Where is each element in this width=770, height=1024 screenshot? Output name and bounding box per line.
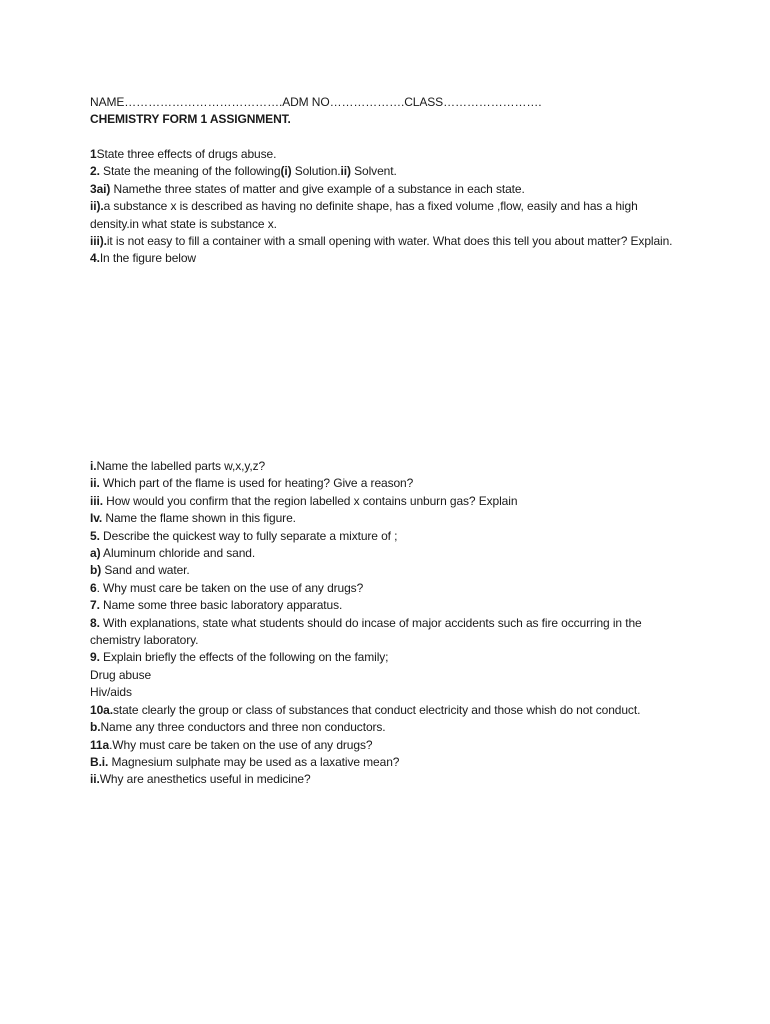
question-11bi	[90, 754, 680, 771]
question-1	[90, 146, 680, 163]
question-3b	[90, 198, 680, 233]
question-8	[90, 615, 680, 650]
question-4iv	[90, 510, 680, 527]
question-4i	[90, 458, 680, 475]
assignment-header	[90, 94, 680, 129]
question-text: Magnesium sulphate may be used as a laxative mean?	[108, 754, 400, 769]
question-number: 8.	[90, 615, 100, 630]
question-number: B.i.	[90, 754, 109, 769]
question-text: Namethe three states of matter and give example of a substance in each state.	[110, 181, 525, 196]
question-number: iii).	[90, 234, 107, 249]
question-6	[90, 580, 680, 597]
question-number: 6	[90, 580, 97, 595]
question-5b	[90, 562, 680, 579]
question-4ii	[90, 475, 680, 492]
question-5	[90, 528, 680, 545]
question-9-item-drug-abuse: Drug abuse	[90, 667, 152, 682]
question-text: Name the flame shown in this figure.	[102, 511, 296, 526]
question-number: iii.	[90, 493, 103, 508]
question-number: ii.	[90, 772, 100, 787]
question-number: Iv.	[90, 511, 103, 526]
question-4	[90, 250, 680, 267]
sub-number: ii)	[340, 164, 351, 179]
question-number: 10a.	[90, 702, 113, 717]
question-number: ii).	[90, 199, 104, 214]
question-9	[90, 649, 680, 666]
question-text: it is not easy to fill a container with a small opening with water. What does this tell you about matter? Explain.	[106, 234, 673, 249]
question-text: Name the labelled parts w,x,y,z?	[96, 459, 266, 473]
question-text: Name some three basic laboratory apparatus.	[99, 598, 343, 613]
question-text: Aluminum chloride and sand.	[100, 546, 256, 561]
question-number: 3ai)	[90, 181, 111, 196]
sub-number: (i)	[280, 164, 292, 179]
question-text: Explain briefly the effects of the following on the family;	[99, 650, 389, 665]
question-number: i.	[90, 459, 97, 473]
question-5a	[90, 545, 680, 562]
question-7	[90, 597, 680, 614]
question-number: 9.	[90, 650, 100, 665]
question-number: 5.	[90, 528, 100, 543]
sub-text: Solution.	[291, 164, 341, 179]
question-text: State the meaning of the following	[99, 164, 281, 179]
question-2	[90, 163, 680, 180]
question-text: State three effects of drugs abuse.	[96, 147, 277, 161]
question-text: state clearly the group or class of substances that conduct electricity and those whish do not conduct.	[112, 702, 641, 717]
question-text: Describe the quickest way to fully separate a mixture of ;	[99, 528, 398, 543]
question-number: 11a	[90, 737, 110, 752]
question-text: .Why must care be taken on the use of any drugs?	[109, 737, 373, 752]
question-4iii	[90, 493, 680, 510]
question-10b	[90, 719, 680, 736]
question-number: b)	[90, 563, 102, 578]
question-text: In the figure below	[99, 251, 196, 266]
question-11bii	[90, 771, 680, 788]
question-text: With explanations, state what students should do incase of major accidents such as fire occurring in the chemistry laboratory.	[90, 615, 642, 648]
question-text: Why are anesthetics useful in medicine?	[99, 772, 311, 787]
question-number: 4.	[90, 251, 100, 266]
question-number: b.	[90, 720, 101, 735]
question-3a	[90, 181, 680, 198]
question-10a	[90, 702, 680, 719]
question-9-item-hiv-aids: Hiv/aids	[90, 685, 132, 700]
question-11a	[90, 737, 680, 754]
questions-section-2	[90, 458, 680, 789]
questions-section-1	[90, 146, 680, 268]
question-number: 2.	[90, 164, 100, 179]
question-3c	[90, 233, 680, 250]
question-text: Which part of the flame is used for heating? Give a reason?	[99, 476, 414, 491]
question-text: . Why must care be taken on the use of any drugs?	[96, 580, 364, 595]
sub-text: Solvent.	[350, 164, 397, 179]
document-title: CHEMISTRY FORM 1 ASSIGNMENT.	[90, 112, 291, 127]
question-text: How would you confirm that the region labelled x contains unburn gas? Explain	[102, 493, 518, 508]
question-number: 1	[90, 147, 97, 161]
question-text: Name any three conductors and three non conductors.	[100, 720, 386, 735]
question-number: ii.	[90, 476, 100, 491]
name-adm-class-line: NAME………………………………….ADM NO……………….CLASS…………………….	[90, 95, 542, 109]
question-number: 7.	[90, 598, 100, 613]
question-number: a)	[90, 546, 101, 561]
question-text: Sand and water.	[101, 563, 190, 578]
question-text: a substance x is described as having no definite shape, has a fixed volume ,flow, easily and has a high density.in what state is substance x.	[90, 199, 638, 231]
